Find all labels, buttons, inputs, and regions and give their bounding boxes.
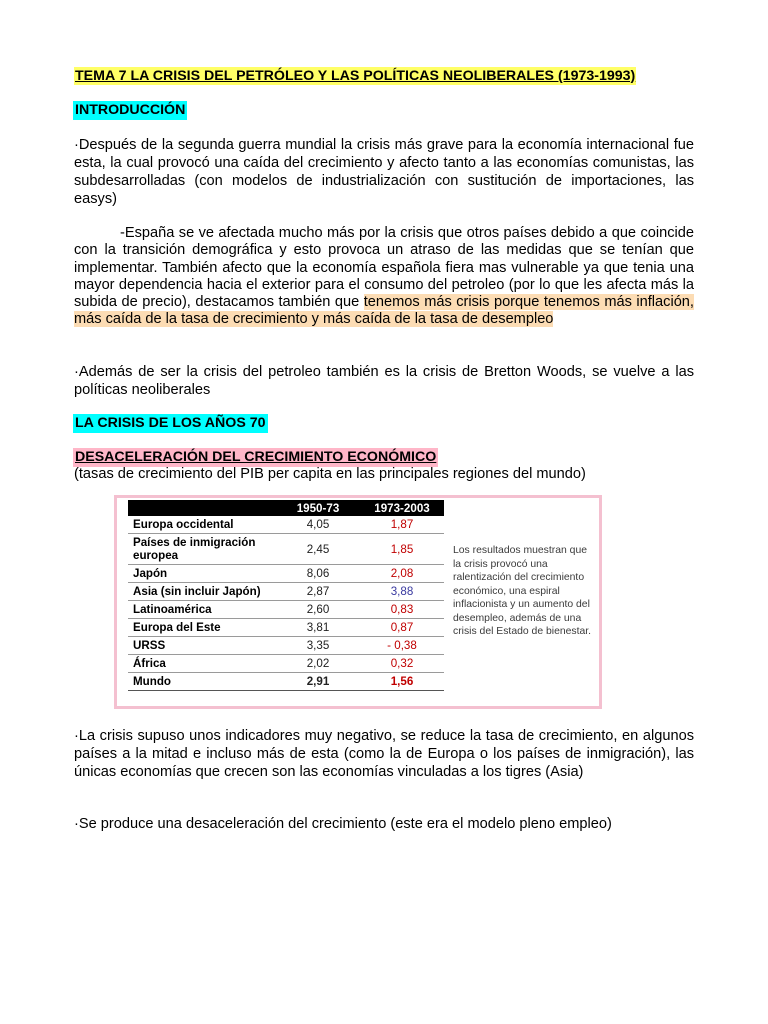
growth-table [128,500,444,691]
intro-paragraph-2 [74,225,694,329]
table-cell-value: 2,02 [276,655,360,673]
table-row [128,516,444,534]
table-row-total [128,673,444,691]
highlighted-text: tenemos más crisis porque tenemos más inflación, más caída de la tasa de crecimiento y más caída de la tasa de desempleo [74,294,694,328]
paragraph-2-text: -España se ve afectada mucho más por la crisis que otros países debido a que coincide con la transición demográfica y esto provoca un atraso de las medidas que se tenían que implementar. También afecto que la economía española fiera mas vulnerable ya que tenia una mayor dependencia hacia el exterior para el consumo del petroleo (por lo que les afecta más la subida de precio), destacamos también que [74,225,694,311]
table-row [128,655,444,673]
table-cell-value: 2,60 [276,601,360,619]
table-header-row [128,500,444,516]
intro-heading: INTRODUCCIÓN [75,102,186,118]
table-cell-value: 1,56 [360,673,444,691]
intro-paragraph-1: ·Después de la segunda guerra mundial la crisis más grave para la economía internacional fue esta, la cual provocó una caída del crecimiento y afecto tanto a las economías comunistas, las subdesarrolladas (con modelos de industrialización con sustitución de importaciones, las easys) [74,137,694,207]
table-row [128,637,444,655]
section-heading: LA CRISIS DE LOS AÑOS 70 [75,415,266,431]
table-row [128,619,444,637]
table-cell-value: 0,32 [360,655,444,673]
table-cell-region: Europa occidental [128,516,276,534]
document-title: TEMA 7 LA CRISIS DEL PETRÓLEO Y LAS POLÍTICAS NEOLIBERALES (1973-1993) [75,68,636,84]
table-header-period-1: 1950-73 [276,500,360,516]
table-cell-value: 3,35 [276,637,360,655]
table-cell-value: 1,85 [360,534,444,565]
table-cell-region: Mundo [128,673,276,691]
table-cell-region: Asia (sin incluir Japón) [128,583,276,601]
table-cell-value: 3,81 [276,619,360,637]
table-cell-value: 8,06 [276,565,360,583]
growth-table-figure [114,495,602,709]
intro-paragraph-3: ·Además de ser la crisis del petroleo también es la crisis de Bretton Woods, se vuelve a las políticas neoliberales [74,364,694,398]
table-row [128,583,444,601]
table-cell-value: 4,05 [276,516,360,534]
table-cell-region: Latinoamérica [128,601,276,619]
table-cell-region: Japón [128,565,276,583]
table-row [128,601,444,619]
table-row [128,565,444,583]
table-cell-region: Países de inmigración europea [128,534,276,565]
sub-caption: (tasas de crecimiento del PIB per capita en las principales regiones del mundo) [74,466,586,482]
table-cell-value: 3,88 [360,583,444,601]
table-cell-value: 2,87 [276,583,360,601]
table-cell-value: - 0,38 [360,637,444,655]
paragraph-5: ·Se produce una desaceleración del crecimiento (este era el modelo pleno empleo) [74,816,612,832]
table-cell-region: URSS [128,637,276,655]
table-header-region [128,500,276,516]
table-cell-region: Europa del Este [128,619,276,637]
table-cell-value: 1,87 [360,516,444,534]
paragraph-4: ·La crisis supuso unos indicadores muy negativo, se reduce la tasa de crecimiento, en algunos países a la mitad e incluso más de esta (como la de Europa o los países de inmigración), las únicas economías que crecen son las economías vinculadas a los tigres (Asia) [74,728,694,780]
table-note: Los resultados muestran que la crisis provocó una ralentización del crecimiento económico, una espiral inflacionista y un aumento del desempleo, además de una crisis del Estado de bienestar. [453,545,592,637]
table-row [128,534,444,565]
table-cell-value: 0,83 [360,601,444,619]
table-header-period-2: 1973-2003 [360,500,444,516]
table-cell-value: 0,87 [360,619,444,637]
sub-heading: DESACELERACIÓN DEL CRECIMIENTO ECONÓMICO [75,449,437,465]
table-cell-value: 2,91 [276,673,360,691]
table-cell-value: 2,45 [276,534,360,565]
table-cell-value: 2,08 [360,565,444,583]
table-cell-region: África [128,655,276,673]
